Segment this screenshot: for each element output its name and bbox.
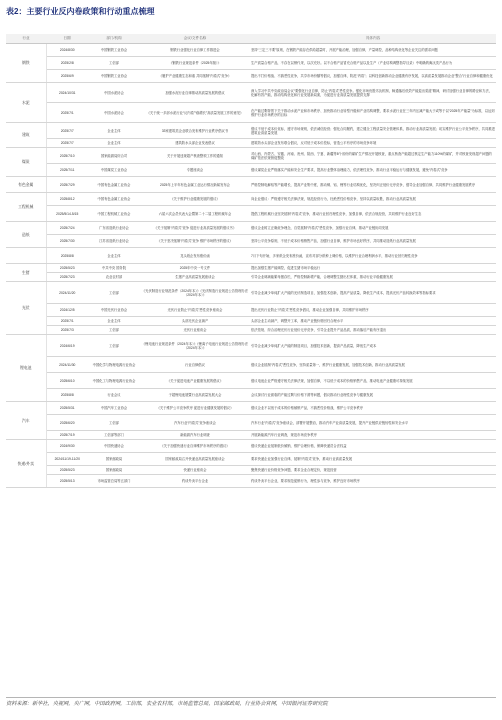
industry-cell: 有色金属 — [6, 177, 46, 193]
table-row — [6, 335, 496, 357]
table-row — [6, 248, 496, 264]
department-cell: 工信部等部门 — [88, 431, 140, 440]
industry-cell: 煤炭 — [6, 148, 46, 177]
department-cell: 企业主体 — [88, 248, 140, 264]
document-cell: 《关于统一多部水泥行业“反内卷”“稳增长”高质量发展工作的意见》 — [140, 103, 250, 123]
table-row — [6, 475, 496, 488]
content-cell: 倡议企业树立正确竞争理念，自觉抵制“内卷式”恶性竞争，加强行业自律，推动产业链协同发展 — [250, 222, 496, 235]
document-cell: 专题座谈会 — [140, 164, 250, 177]
date-cell: 2025/7/10 — [46, 148, 88, 164]
industry-cell: 水泥 — [6, 83, 46, 123]
document-cell: 《光伏制造行业规范条件（2024年本）》《光伏制造行业规范公告管理办法（2024年本）》 — [140, 282, 250, 304]
date-cell: 2025/2/8 — [46, 57, 88, 70]
content-cell: 引导企业调减能繁母猪存栏，严格控制新增产能，合理调整生猪出栏体重，推动行业平稳健康发展 — [250, 273, 496, 282]
document-cell: 建筑防水头部企业发表倡议 — [140, 139, 250, 148]
industry-cell: 钢铁 — [6, 44, 46, 83]
table-row — [6, 273, 496, 282]
date-cell: 2024/12/5 — [46, 304, 88, 317]
document-cell: 光伏行业防止“内卷式”恶性竞争座谈会 — [140, 304, 250, 317]
date-cell: 2024/6/19 — [46, 335, 88, 357]
table-row — [6, 222, 496, 235]
industry-cell: 光伏 — [6, 282, 46, 335]
department-cell: 中国钢铁工业协会 — [88, 70, 140, 83]
department-cell: 中国快递协会 — [88, 440, 140, 453]
table-row — [6, 440, 496, 453]
content-cell: 建筑防水头部企业发布联合倡议，反对低于成本价投标，营造公平有序的市场竞争环境 — [250, 139, 496, 148]
document-cell: 国家邮政局召开快递业高质量发展座谈会 — [140, 453, 250, 466]
table-row — [6, 389, 496, 402]
document-cell: 六届六次会员代表大会暨第二十二届工程机械年会 — [140, 206, 250, 222]
content-cell: 引导企业减少单纯扩大产能的光伏制造项目，加强技术创新，提高产品质量，降低生产成本，提高光伏产品转换效率等指标要求 — [250, 282, 496, 304]
content-cell: 倡议快递企业抵制低价倾销，维护合理价格，保障快递员合法权益 — [250, 440, 496, 453]
table-row — [6, 357, 496, 373]
content-cell: 提出光伏行业防止“内卷式”恶性竞争倡议，推动企业加强自律，共同维护市场秩序 — [250, 304, 496, 317]
content-cell: 提倡工程机械行业坚决抵制“内卷式”竞争，推动行业回归理性竞争，加强自律，依法合规经营，共同维护行业良好生态 — [250, 206, 496, 222]
date-cell: 2025/6/9 — [46, 70, 88, 83]
industry-cell — [6, 248, 46, 264]
date-cell: 2025/7/23 — [46, 273, 88, 282]
document-cell: 关于开展违规超产核查整顿工作的通知 — [140, 148, 250, 164]
document-cell: 2025年上半年有色金属工业运行情况新闻发布会 — [140, 177, 250, 193]
content-cell: 7月下旬开始，多家纸企发布涨价函，宣布对部分纸种上调价格，以维护行业合理利润水平，推动行业回归理性竞争 — [250, 248, 496, 264]
document-cell: 2025年中央一号文件 — [140, 264, 250, 273]
document-cell: 《关于加强快递行业自律维护市场秩序的倡议》 — [140, 440, 250, 453]
table-row — [6, 103, 496, 123]
date-cell: 2025/6/10 — [46, 373, 88, 389]
date-cell: 2025/6/20 — [46, 415, 88, 431]
content-cell: 坚持“三定三不要”原则，在钢铁产能存在供给超量时，开展产能治理，加强自律，产量调控，品种结构优化等企业关注的需求问题 — [250, 44, 496, 57]
industry-cell: 生猪 — [6, 264, 46, 282]
table-row — [6, 193, 496, 206]
content-cell: 聚焦快递行业价格竞争问题，要求企业合理定价，规范经营 — [250, 466, 496, 475]
department-cell: 广东省造纸行业协会 — [88, 222, 140, 235]
document-cell: 加强水泥行业自律推动高质量发展的倡议 — [140, 83, 250, 103]
content-cell: 开展新能源汽车行业调查，规范市场竞争秩序 — [250, 431, 496, 440]
date-cell: 2025/7/3 — [46, 326, 88, 335]
header-department: 部门/机构 — [88, 34, 140, 44]
content-cell: 约谈外卖平台企业，要求规范促销行为，理性参与竞争，维护良好市场秩序 — [250, 475, 496, 488]
date-cell: 2025/8/8 — [46, 389, 88, 402]
industry-cell: 工程机械 — [6, 193, 46, 222]
table-row — [6, 139, 496, 148]
date-cell: 2025/5/31 — [46, 402, 88, 415]
table-row — [6, 466, 496, 475]
industry-cell: 造纸 — [6, 222, 46, 248]
department-cell: 企业主体 — [88, 123, 140, 139]
department-cell: 行业会议 — [88, 389, 140, 402]
document-cell: 《锂电池行业规范条件（2024年本）》《锂离子电池行业规范公告管理办法（2024年本）》 — [140, 335, 250, 357]
department-cell: 中共中央 国务院 — [88, 264, 140, 273]
date-cell: 2025/7/7 — [46, 123, 88, 139]
content-cell: 向企业倡议：严格遵守相关法律法规，规范经营行为，杜绝恶性价格竞争，坚持以质量取胜，推动行业高质量发展 — [250, 193, 496, 206]
header-industry: 行业 — [6, 34, 46, 44]
date-cell: 2024/10/31 — [46, 83, 88, 103]
department-cell: 国家邮政局 — [88, 453, 140, 466]
department-cell: 工信部 — [88, 326, 140, 335]
content-cell: 坚持公平竞争原则，不低于成本价格销售产品，加强行业自律，维护市场良好秩序，共同推动造纸行业高质量发展 — [250, 235, 496, 248]
date-cell: 2024/11/30 — [46, 357, 88, 373]
content-cell: 汽车行业“内卷式”竞争座谈会，部署开展整治，推动汽车产业高质量发展，提升产业链供应链韧性和安全水平 — [250, 415, 496, 431]
document-cell: 头部光伏企业减产 — [140, 317, 250, 326]
content-cell: 头部企业主动减产，调整开工率，推动产业链价格回归合理水平 — [250, 317, 496, 326]
table-row — [6, 264, 496, 273]
department-cell: 工信部 — [88, 282, 140, 304]
header-date: 日期 — [46, 34, 88, 44]
table-row — [6, 44, 496, 57]
table-row — [6, 70, 496, 83]
content-cell: 深入学习中共中央政治局会议“要强化行业自律，防止‘内卷式’恶性竞争。强化市场优胜劣汰机制，畅通落后低效产能退出渠道”精神，研讨加强行业自律的路径和方法，化解有效产能，推动结构优化和行业发展新局面，为促进行业高质量发展提供支撑 — [250, 83, 496, 103]
department-cell: 中国有色金属工业协会 — [88, 177, 140, 193]
document-cell: 《关于维护行业健康发展的倡议》 — [140, 193, 250, 206]
department-cell: 中国化学与物理电源行业协会 — [88, 357, 140, 373]
industry-cell: 汽车 — [6, 402, 46, 440]
date-cell: 2025/7/1 — [46, 317, 88, 326]
department-cell: 中国煤炭工业协会 — [88, 164, 140, 177]
document-cell: 新能源汽车行业调查 — [140, 431, 250, 440]
table-row — [6, 282, 496, 304]
date-cell: 2025/5/14-5/15 — [46, 206, 88, 222]
content-cell: 依法依规、综合治理光伏行业低价无序竞争，引导企业提升产品品质，推动落后产能有序退出 — [250, 326, 496, 335]
table-row — [6, 402, 496, 415]
document-cell: 于超锂电池展暨行业高质量发展大会 — [140, 389, 250, 402]
content-cell: 在产能过剩背景下关于推动水泥产业和市场秩序、加快推动行业转型升级和产业结构调整，要求水泥行业在三年内压减产能大于或等于以“2025年产能量”为标准，以达到维护行业市场秩序的目标 — [250, 103, 496, 123]
department-cell: 国家邮政局 — [88, 466, 140, 475]
table-body — [6, 44, 496, 488]
table-row — [6, 317, 496, 326]
department-cell: 中国水泥协会 — [88, 103, 140, 123]
table-row — [6, 431, 496, 440]
content-cell: 倡议电池企业严格遵守相关法律法规，加强自律，不以低于成本的价格销售产品，推动电池产业健康可持续发展 — [250, 373, 496, 389]
content-cell: 倡议不低于成本价竞标，遵守市场规则，依法诚信经营；强化合同履约，建立健全工程质量安全管理体系，推动行业高质量发展；切实维护行业公平竞争秩序，共同推进建筑业高质量发展 — [250, 123, 496, 139]
document-cell: 《关于坚决抵制“内卷式”竞争 维护市场秩序的倡议》 — [140, 235, 250, 248]
document-cell: 33家建筑类企业联合发布维护行业秩序倡议书 — [140, 123, 250, 139]
divider — [6, 697, 496, 698]
date-cell: 2025/8/12 — [46, 193, 88, 206]
content-cell: 倡议煤炭企业严格落实产能和安全生产要求，提高行业整体治理能力，依法理性竞争，推动行业平稳运行与健康发展，避免“内卷式”竞争 — [250, 164, 496, 177]
date-cell: 2025/5/23 — [46, 466, 88, 475]
date-cell: 2025/7/11 — [46, 164, 88, 177]
industry-cell: 快递/外卖 — [6, 440, 46, 488]
table-row — [6, 123, 496, 139]
table-header-row — [6, 34, 496, 44]
table-row — [6, 57, 496, 70]
table-row — [6, 373, 496, 389]
department-cell: 国家能源局综合司 — [88, 148, 140, 164]
department-cell: 企业主体 — [88, 139, 140, 148]
document-cell: 快递行业座谈会 — [140, 466, 250, 475]
department-cell: 工信部 — [88, 415, 140, 431]
date-cell: 2025/7/7 — [46, 139, 88, 148]
department-cell: 工信部 — [88, 57, 140, 70]
department-cell: 中国工程机械工业协会 — [88, 206, 140, 222]
document-cell: 光伏行业座谈会 — [140, 326, 250, 335]
date-cell: 2024/9/30 — [46, 440, 88, 453]
document-cell: 《关于抵制“内卷式”竞争 促进行业高质量发展的倡议书》 — [140, 222, 250, 235]
department-cell: 中国汽车工业协会 — [88, 402, 140, 415]
industry-cell: 锂电池 — [6, 335, 46, 402]
department-cell: 中国有色金属工业协会 — [88, 193, 140, 206]
document-cell: 生猪产业高质量发展座谈会 — [140, 273, 250, 282]
document-cell: 《关于维护公平竞争秩序 促进行业健康发展的倡议》 — [140, 402, 250, 415]
date-cell: 2025/5/23 — [46, 264, 88, 273]
department-cell: 企业主体 — [88, 317, 140, 326]
content-cell: 引导企业减少单纯扩大产能的制造项目，加强技术创新，提高产品质量，降低生产成本 — [250, 335, 496, 357]
industry-cell: 建筑 — [6, 123, 46, 148]
header-content: 具体内容 — [250, 34, 496, 44]
policy-table — [6, 34, 496, 488]
department-cell: 中国光伏行业协会 — [88, 304, 140, 317]
content-cell: 生产质量合格产品，不存在以销代采，以次充好。以不合格产品冒充合格产品以及生产（产业结构调整指导目录）中明确的淘汰类产品行为 — [250, 57, 496, 70]
date-cell: 2025/8/8 — [46, 248, 88, 264]
document-cell: 《钢铁行业规范条件（2025年版）》 — [140, 57, 250, 70]
date-cell: 2024/11/19-11/20 — [46, 453, 88, 466]
table-row — [6, 148, 496, 164]
table-row — [6, 83, 496, 103]
document-cell: 约谈外卖平台企业 — [140, 475, 250, 488]
content-cell: 提出不打价格战、不搞恶性竞争，共享市场份额等倡议，加强自律，防范“内卷”；以科技创新推动企业健康有序发展，以高质量发展推动企业“整合”行业自律和健康优化 — [250, 70, 496, 83]
document-cell: 行业自律倡议 — [140, 357, 250, 373]
department-cell: 市场监管总局等五部门 — [88, 475, 140, 488]
table-row — [6, 164, 496, 177]
table-row — [6, 453, 496, 466]
document-cell: 《履护产业健康生态和谐 共同抵制“内卷式”竞争》 — [140, 70, 250, 83]
table-row — [6, 415, 496, 431]
content-cell: 会议探讨行业面临的产能过剩与价格下滑等问题，倡议推动行业理性竞争与健康发展 — [250, 389, 496, 402]
date-cell: 2025/7/29 — [46, 177, 88, 193]
date-cell: 2025/7/24 — [46, 222, 88, 235]
date-cell: 2025/7/19 — [46, 431, 88, 440]
date-cell: 2024/11/20 — [46, 282, 88, 304]
content-cell: 提出加强生猪产能调控，促进生猪市场平稳运行 — [250, 264, 496, 273]
document-cell: 《关于促进电池产业健康发展的倡议》 — [140, 373, 250, 389]
content-cell: 倡议企业不以低于成本的价格倾销产品，不搞恶性价格战，维护公平竞争秩序 — [250, 402, 496, 415]
table-row — [6, 304, 496, 317]
table-row — [6, 206, 496, 222]
date-cell: 2025/7/1 — [46, 103, 88, 123]
content-cell: 严格控制电解铝等产能增长，提高产业集中度，推动铜、铝、锂等行业结构优化，坚决纠正低价无序竞争，倡导企业加强自律，共同维护行业健康发展秩序 — [250, 177, 496, 193]
department-cell: 中国水泥协会 — [88, 83, 140, 103]
content-cell: 倡议企业抵制“内卷式”恶性竞争，坚持质量第一，维护行业健康发展，加强技术创新，推动行业高质量发展 — [250, 357, 496, 373]
date-cell: 2024/8/30 — [46, 44, 88, 57]
page-title: 表2：主要行业反内卷政策和行动重点梳理 — [6, 7, 155, 16]
date-cell: 2025/7/30 — [46, 235, 88, 248]
table-row — [6, 177, 496, 193]
department-cell: 江苏省造纸行业协会 — [88, 235, 140, 248]
header-document: 会议/文件名称 — [140, 34, 250, 44]
date-cell: 2025/5/13 — [46, 475, 88, 488]
content-cell: 对山西、内蒙古、安徽、河南、贵州、陕西、宁夏、新疆等8个省份的煤矿生产情况开展核查，重点核查产能超过核定生产能力110%的煤矿，并对核查发现超产问题的煤矿依法依规督促整改 — [250, 148, 496, 164]
table-row — [6, 235, 496, 248]
department-cell: 中国化工与物理电源行业协会 — [88, 373, 140, 389]
department-cell: 工信部 — [88, 335, 140, 357]
document-cell: 钢铁行业强化行业自律工作推进会 — [140, 44, 250, 57]
document-cell: 汽车行业“内卷式”竞争座谈会 — [140, 415, 250, 431]
content-cell: 要求快递企业加强行业自律，抵制“内卷式”竞争，推动行业高质量发展 — [250, 453, 496, 466]
table-row — [6, 326, 496, 335]
source-note: 资料来源：新华社，央视网，央广网，中国政府网，工信部，农业农村部，市场监管总局，国家邮政局，行业协会官网，中国银河证券研究院 — [6, 701, 328, 707]
department-cell: 农业农村部 — [88, 273, 140, 282]
document-cell: 龙头纸企发布涨价函 — [140, 248, 250, 264]
department-cell: 中国钢铁工业协会 — [88, 44, 140, 57]
